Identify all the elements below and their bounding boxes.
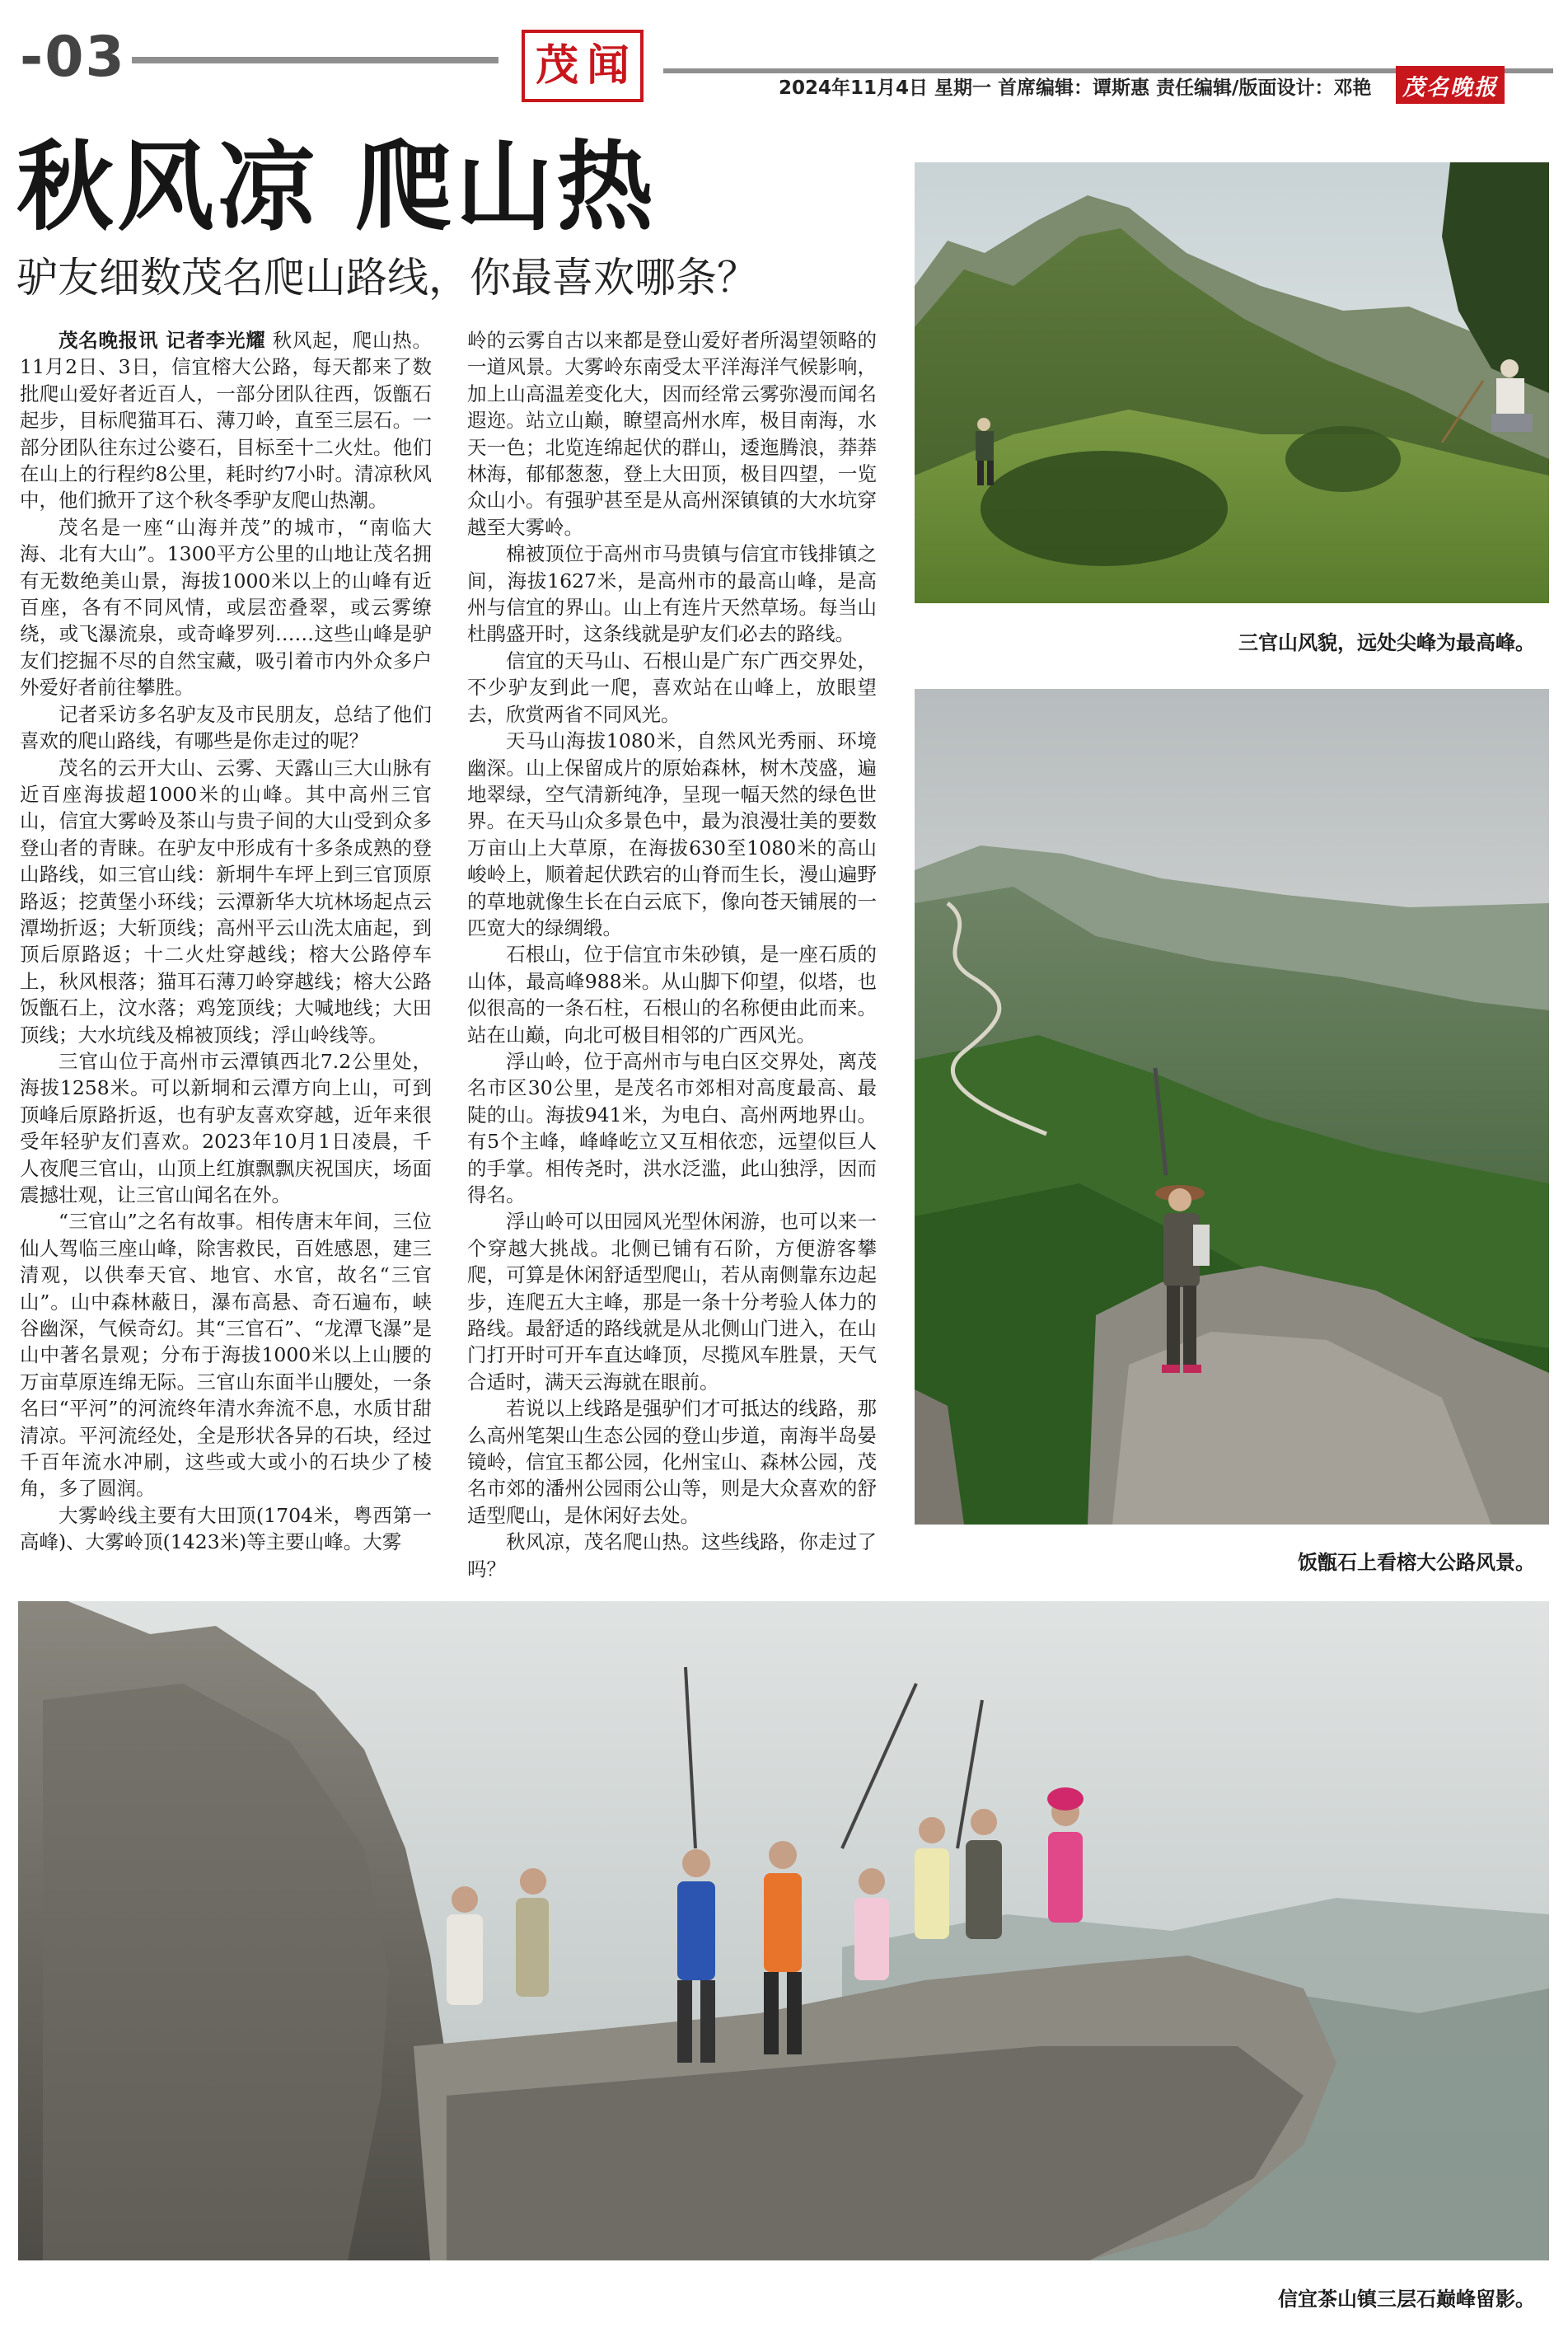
article-paragraph: 岭的云雾自古以来都是登山爱好者所渴望领略的一道风景。大雾岭东南受太平洋海洋气候影响，加上山高温差变化大，因而经常云雾弥漫而闻名遐迩。站立山巅，瞭望高州水库，极目南海，水天一色；北览连绵起伏的群山，逶迤腾浪，莽莽林海，郁郁葱葱，登上大田顶，极目四望，一览众山小。有强驴甚至是从高州深镇镇的大水坑穿越至大雾岭。: [467, 329, 877, 539]
section-char-1: 茂: [535, 41, 578, 91]
article-byline: 茂名晚报讯 记者李光耀: [59, 329, 266, 352]
article-paragraph: 棉被顶位于高州市马贵镇与信宜市钱排镇之间，海拔1627米，是高州市的最高山峰，是高州与信宜的界山。山上有连片天然草场。每当山杜鹃盛开时，这条线就是驴友们必去的路线。: [467, 542, 877, 646]
article-paragraph: 记者采访多名驴友及市民朋友，总结了他们喜欢的爬山路线，有哪些是你走过的呢？: [20, 702, 432, 753]
section-char-2: 闻: [587, 41, 630, 91]
header-rule-left: [132, 57, 498, 63]
article-paragraph: 石根山，位于信宜市朱砂镇，是一座石质的山体，最高峰988米。从山脚下仰望，似塔，也似很高的一条石柱，石根山的名称便由此而来。站在山巅，向北可极目相邻的广西风光。: [467, 943, 877, 1047]
photo3-caption: 信宜茶山镇三层石巅峰留影。: [1278, 2288, 1535, 2311]
article-paragraph: 三官山位于高州市云潭镇西北7.2公里处，海拔1258米。可以新垌和云潭方向上山，可到顶峰后原路折返，也有驴友喜欢穿越，近年来很受年轻驴友们喜欢。2023年10月1日凌晨，千人夜爬三官山，山顶上红旗飘飘庆祝国庆，场面震撼壮观，让三官山闻名在外。: [20, 1049, 432, 1206]
article-paragraph: 信宜的天马山、石根山是广东广西交界处，不少驴友到此一爬，喜欢站在山峰上，放眼望去，欣赏两省不同风光。: [467, 649, 877, 726]
photo-sanguan-mountain: [915, 162, 1549, 603]
paper-logo: 茂名晚报: [1396, 66, 1505, 104]
article-paragraph: [20, 327, 432, 514]
dateline: 2024年11月4日 星期一 首席编辑：谭斯惠 责任编辑/版面设计：邓艳: [779, 77, 1372, 99]
article-column-1: [20, 327, 432, 1556]
article-column-2: [467, 327, 877, 1582]
paragraph-text: 秋风起，爬山热。11月2日、3日，信宜榕大公路，每天都来了数批爬山爱好者近百人，一部分团队往西，饭甑石起步，目标爬猫耳石、薄刀岭，直至三层石。一部分团队往东过公婆石，目标至十二火灶。他们在山上的行程约8公里，耗时约7小时。清凉秋风中，他们掀开了这个秋冬季驴友爬山热潮。: [20, 329, 432, 513]
article-paragraph: “三官山”之名有故事。相传唐末年间，三位仙人驾临三座山峰，除害救民，百姓感恩，建三清观，以供奉天官、地官、水官，故名“三官山”。山中森林蔽日，瀑布高悬、奇石遍布，峡谷幽深，气候奇幻。其“三官石”、“龙潭飞瀑”是山中著名景观；分布于海拔1000米以上山腰的万亩草原连绵无际。三官山东面半山腰处，一条名曰“平河”的河流终年清水奔流不息，水质甘甜清凉。平河流经处，全是形状各异的石块，经过千百年流水冲刷，这些或大或小的石块少了棱角，多了圆润。: [20, 1210, 432, 1501]
photo2-caption: 饭甑石上看榕大公路风景。: [1298, 1551, 1535, 1574]
article-paragraph: 茂名的云开大山、云雾、天露山三大山脉有近百座海拔超1000米的山峰。其中高州三官山，信宜大雾岭及茶山与贵子间的大山受到众多登山者的青睐。在驴友中形成有十多条成熟的登山路线，如三官山线：新垌牛车坪上到三官顶原路返；挖黄堡小环线；云潭新华大坑林场起点云潭坳折返；大斩顶线；高州平云山洗太庙起，到顶后原路返；十二火灶穿越线；榕大公路停车上，秋风根落；猫耳石薄刀岭穿越线；榕大公路饭甑石上，汶水落；鸡笼顶线；大喊地线；大田顶线；大水坑线及棉被顶线；浮山岭线等。: [20, 756, 432, 1047]
article-headline: 秋风凉 爬山热: [16, 130, 658, 244]
photo1-caption: 三官山风貌，远处尖峰为最高峰。: [1238, 631, 1535, 654]
article-paragraph: 茂名是一座“山海并茂”的城市，“南临大海、北有大山”。1300平方公里的山地让茂名拥有无数绝美山景，海拔1000米以上的山峰有近百座，各有不同风情，或层峦叠翠，或云雾缭绕，或飞瀑流泉，或奇峰罗列……这些山峰是驴友们挖掘不尽的自然宝藏，吸引着市内外众多户外爱好者前往攀胜。: [20, 515, 432, 700]
article-paragraph: 浮山岭，位于高州市与电白区交界处，离茂名市区30公里，是茂名市郊相对高度最高、最陡的山。海拔941米，为电白、高州两地界山。有5个主峰，峰峰屹立又互相依恋，远望似巨人的手掌。相传尧时，洪水泛滥，此山独浮，因而得名。: [467, 1049, 877, 1206]
photo-group-on-cliff: [18, 1601, 1549, 2260]
section-tag: [522, 30, 644, 102]
photo-fanzengshi-rock: [915, 689, 1549, 1525]
article-paragraph: 大雾岭线主要有大田顶(1704米，粤西第一高峰)、大雾岭顶(1423米)等主要山峰。大雾: [20, 1503, 432, 1554]
article-paragraph: 浮山岭可以田园风光型休闲游，也可以来一个穿越大挑战。北侧已铺有石阶，方便游客攀爬，可算是休闲舒适型爬山，若从南侧靠东边起步，连爬五大主峰，那是一条十分考验人体力的路线。最舒适的路线就是从北侧山门进入，在山门打开时可开车直达峰顶，尽揽风车胜景，天气合适时，满天云海就在眼前。: [467, 1210, 877, 1394]
article-paragraph: 秋风凉，茂名爬山热。这些线路，你走过了吗？: [467, 1530, 877, 1581]
article-paragraph: 天马山海拔1080米，自然风光秀丽、环境幽深。山上保留成片的原始森林，树木茂盛，遍地翠绿，空气清新纯净，呈现一幅天然的绿色世界。在天马山众多景色中，最为浪漫壮美的要数万亩山上大草原，在海拔630至1080米的高山峻岭上，顺着起伏跌宕的山脊而生长，漫山遍野的草地就像生长在白云底下，像向苍天铺展的一匹宽大的绿绸缎。: [467, 729, 877, 939]
page-number: -03: [20, 25, 126, 90]
article-subheadline: 驴友细数茂名爬山路线，你最喜欢哪条？: [16, 254, 758, 302]
article-paragraph: 若说以上线路是强驴们才可抵达的线路，那么高州笔架山生态公园的登山步道，南海半岛晏镜岭，信宜玉都公园，化州宝山、森林公园，茂名市郊的潘州公园雨公山等，则是大众喜欢的舒适型爬山，是休闲好去处。: [467, 1397, 877, 1527]
